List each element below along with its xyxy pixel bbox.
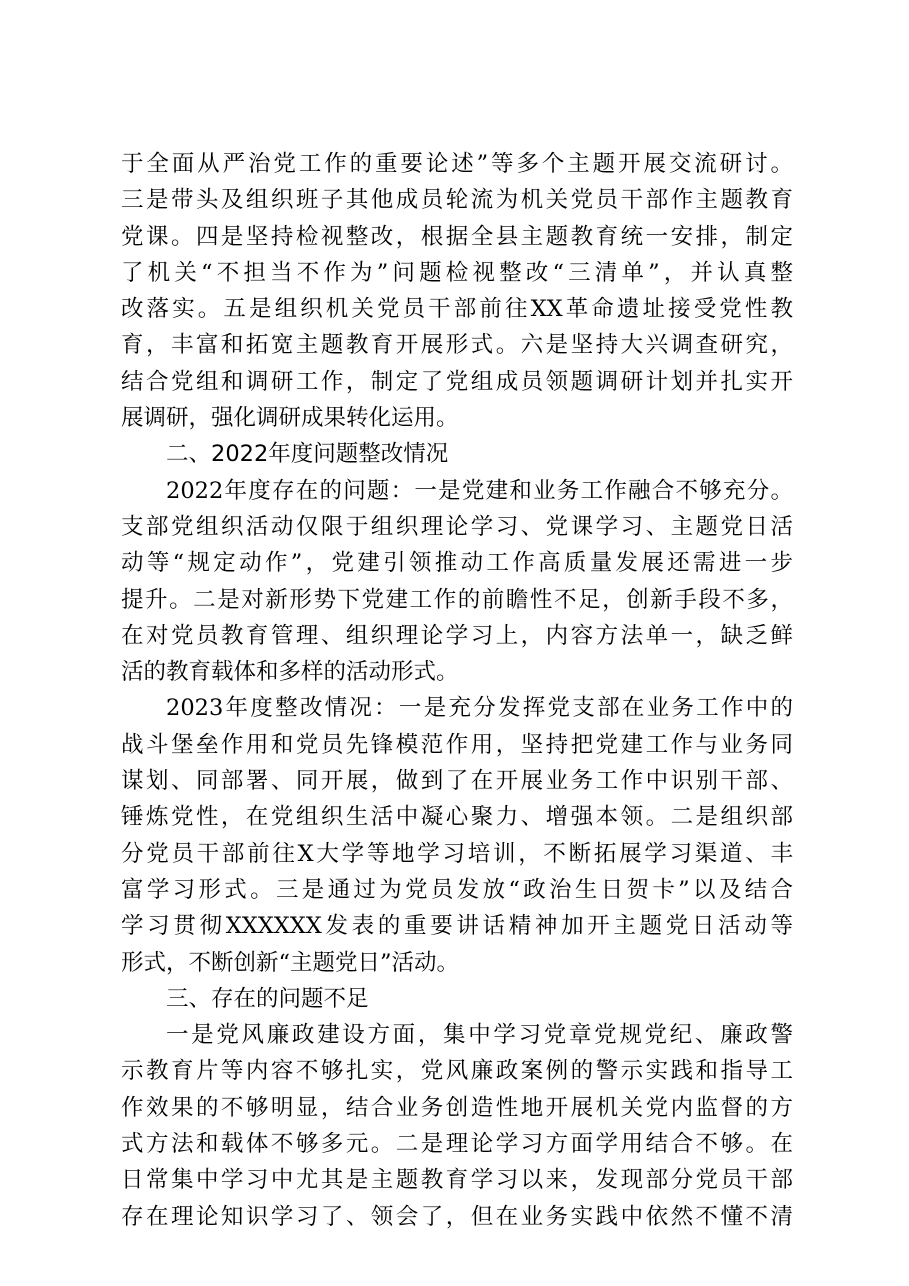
text-line: 战斗堡垒作用和党员先锋模范作用，坚持把党建工作与业务同 [121,731,793,758]
paragraph-2023-rectification [121,690,793,980]
text-line: 学习贯彻XXXXXX发表的重要讲话精神加开主题党日活动等 [121,913,793,940]
text-line: 提升。二是对新形势下党建工作的前瞻性不足，创新手段不多， [121,586,793,613]
text-line: 活的教育载体和多样的活动形式。 [121,659,459,686]
text-line: 结合党组和调研工作，制定了党组成员领题调研计划并扎实开 [121,368,793,395]
text-line: 党课。四是坚持检视整改，根据全县主题教育统一安排，制定 [121,223,793,250]
section-heading-2022-rectification: 二、2022年度问题整改情况 [166,441,449,468]
text-line: 形式，不断创新“主题党日”活动。 [121,949,460,976]
text-line: 日常集中学习中尤其是主题教育学习以来，发现部分党员干部 [121,1167,793,1194]
paragraph-existing-problems [121,1017,793,1235]
text-line: 富学习形式。三是通过为党员发放“政治生日贺卡”以及结合 [121,876,793,903]
text-line: 作效果的不够明显，结合业务创造性地开展机关党内监督的方 [121,1094,793,1121]
text-line: 改落实。五是组织机关党员干部前往XX革命遗址接受党性教 [121,296,793,323]
text-line: 示教育片等内容不够扎实，党风廉政案例的警示实践和指导工 [121,1058,793,1085]
text-line: 三是带头及组织班子其他成员轮流为机关党员干部作主题教育 [121,187,793,214]
text-line: 育，丰富和拓宽主题教育开展形式。六是坚持大兴调查研究， [121,332,793,359]
text-line: 支部党组织活动仅限于组织理论学习、党课学习、主题党日活 [121,513,793,540]
document-body [121,146,793,1235]
text-line: 谋划、同部署、同开展，做到了在开展业务工作中识别干部、 [121,768,793,795]
text-line: 分党员干部前往X大学等地学习培训，不断拓展学习渠道、丰 [121,840,793,867]
text-line: 一是党风廉政建设方面，集中学习党章党规党纪、廉政警 [166,1022,793,1049]
text-line: 了机关“不担当不作为”问题检视整改“三清单”，并认真整 [121,259,793,286]
text-line: 式方法和载体不够多元。二是理论学习方面学用结合不够。在 [121,1131,793,1158]
paragraph-continuation [121,146,793,436]
text-line: 动等“规定动作”，党建引领推动工作高质量发展还需进一步 [121,550,793,577]
text-line: 展调研，强化调研成果转化运用。 [121,405,459,432]
text-line: 2022年度存在的问题：一是党建和业务工作融合不够充分。 [166,477,793,504]
text-line: 锤炼党性，在党组织生活中凝心聚力、增强本领。二是组织部 [121,804,793,831]
text-line: 于全面从严治党工作的重要论述”等多个主题开展交流研讨。 [121,151,793,177]
paragraph-2022-problems [121,473,793,691]
text-line: 在对党员教育管理、组织理论学习上，内容方法单一，缺乏鲜 [121,622,793,649]
text-line: 存在理论知识学习了、领会了，但在业务实践中依然不懂不清 [121,1203,793,1230]
text-line: 2023年度整改情况：一是充分发挥党支部在业务工作中的 [166,695,793,722]
section-heading-existing-problems: 三、存在的问题不足 [166,985,369,1012]
